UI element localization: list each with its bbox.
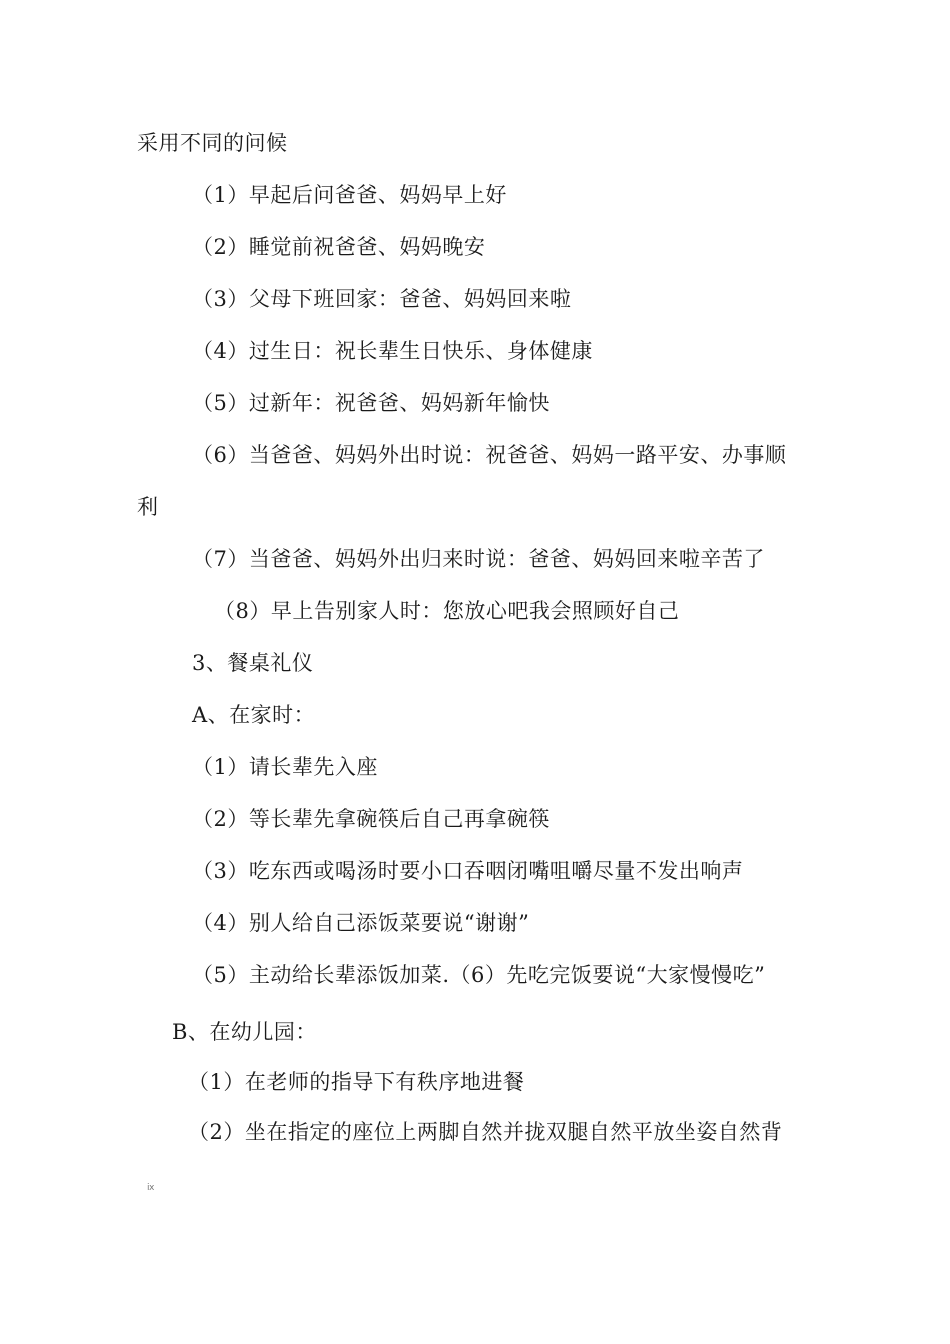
list-item: （2）睡觉前祝爸爸、妈妈晚安 — [192, 235, 486, 259]
list-item: （8）早上告别家人时：您放心吧我会照顾好自己 — [214, 599, 680, 623]
subsection-heading: B、在幼儿园： — [172, 1020, 317, 1044]
list-item: （2）等长辈先拿碗筷后自己再拿碗筷 — [192, 807, 550, 831]
list-item: （3）父母下班回家：爸爸、妈妈回来啦 — [192, 287, 572, 311]
list-item: （1）早起后问爸爸、妈妈早上好 — [192, 183, 507, 207]
list-item: （6）当爸爸、妈妈外出时说：祝爸爸、妈妈一路平安、办事顺 — [192, 443, 787, 467]
list-item: （5）主动给长辈添饭加菜.（6）先吃完饭要说“大家慢慢吃” — [192, 963, 766, 987]
list-item: （4）过生日：祝长辈生日快乐、身体健康 — [192, 339, 593, 363]
footer-mark: ⅸ — [147, 1183, 155, 1193]
heading-greetings: 采用不同的问候 — [137, 131, 288, 155]
list-item: （5）过新年：祝爸爸、妈妈新年愉快 — [192, 391, 550, 415]
list-item: （2）坐在指定的座位上两脚自然并拢双腿自然平放坐姿自然背 — [188, 1120, 783, 1144]
section-heading: 3、餐桌礼仪 — [192, 651, 314, 675]
list-item: （4）别人给自己添饭菜要说“谢谢” — [192, 911, 530, 935]
list-item: （7）当爸爸、妈妈外出归来时说：爸爸、妈妈回来啦辛苦了 — [192, 547, 765, 571]
list-item: （1）在老师的指导下有秩序地进餐 — [188, 1070, 525, 1094]
list-item: （1）请长辈先入座 — [192, 755, 378, 779]
subsection-heading: A、在家时： — [192, 703, 316, 727]
list-item: （3）吃东西或喝汤时要小口吞咽闭嘴咀嚼尽量不发出响声 — [192, 859, 744, 883]
list-item-continuation: 利 — [137, 495, 159, 519]
